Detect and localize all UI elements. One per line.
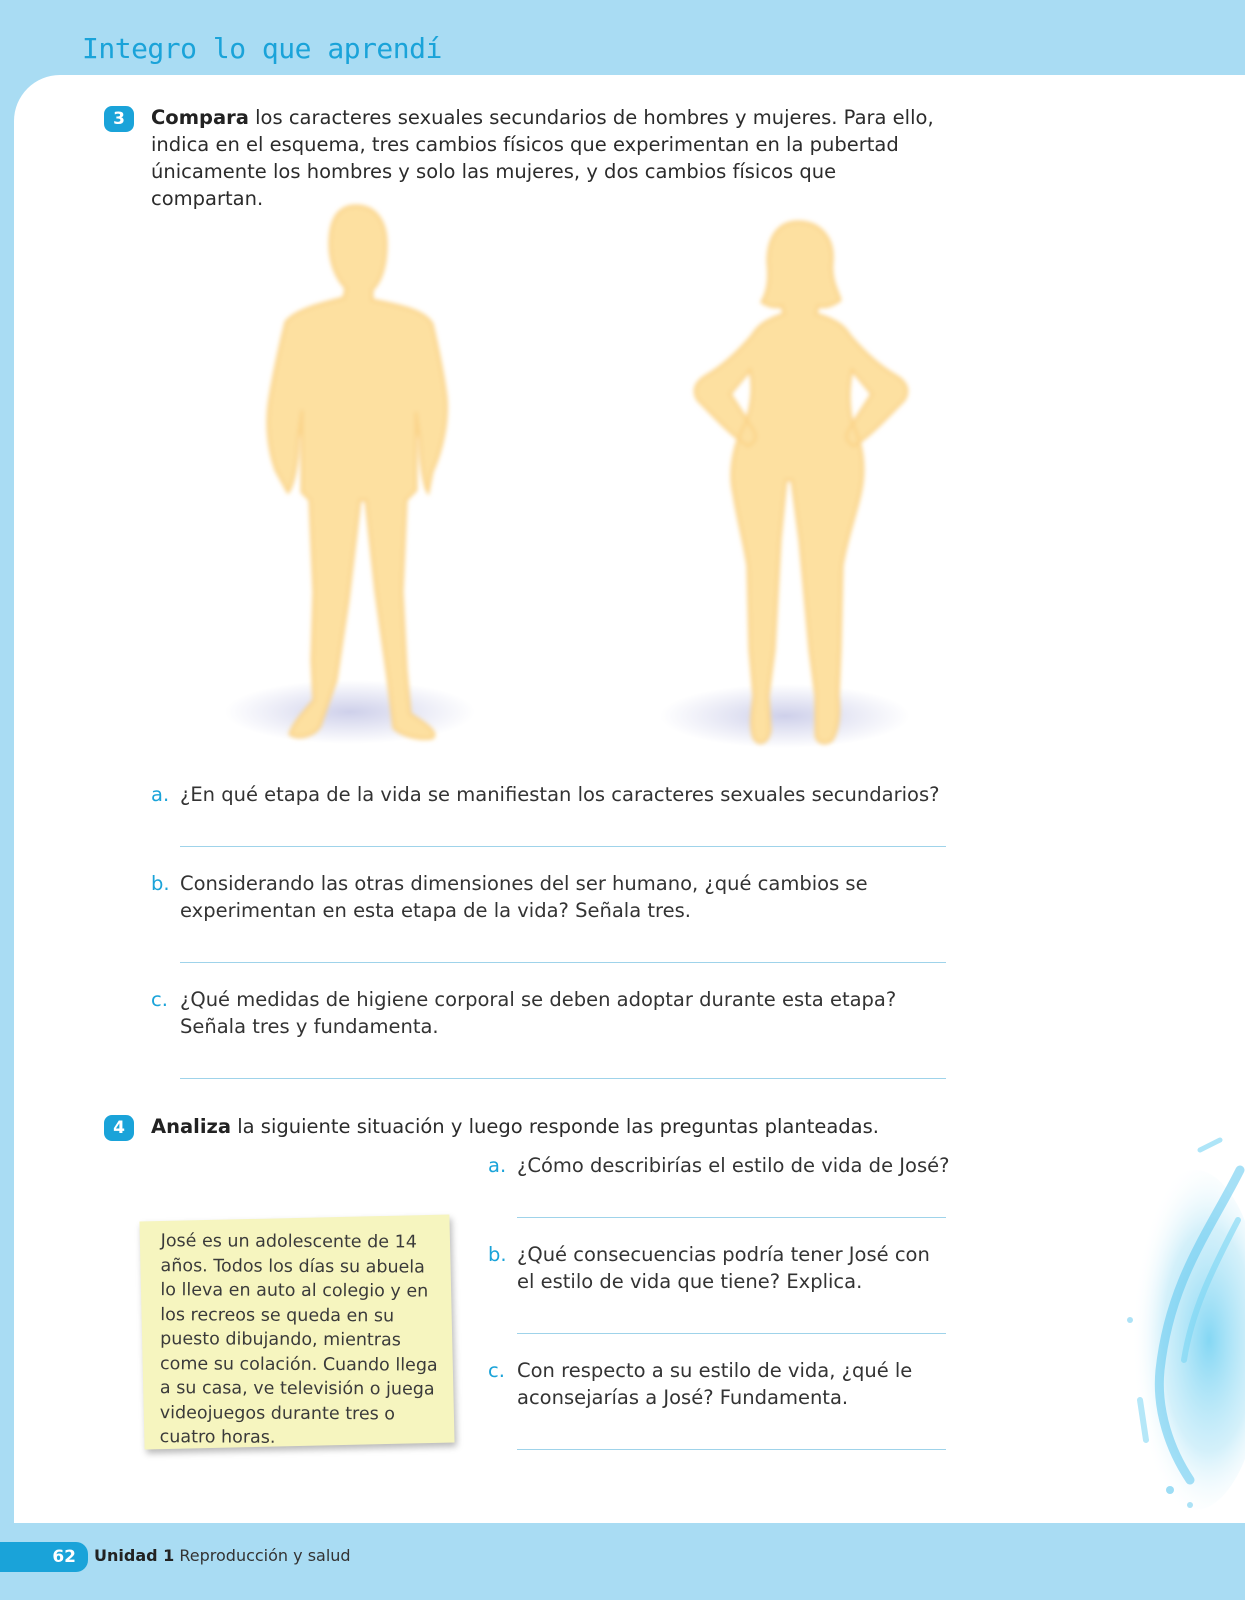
- question-letter: c.: [488, 1359, 505, 1382]
- answer-line-4b[interactable]: [517, 1333, 946, 1334]
- activity-4-prompt-text: la siguiente situación y luego responde las preguntas planteadas.: [231, 1115, 879, 1138]
- activity-4-verb: Analiza: [151, 1115, 232, 1138]
- question-letter: a.: [151, 783, 170, 806]
- situation-note-text: José es un adolescente de 14 años. Todos los días su abuela lo lleva en auto al colegio y en los recreos se queda en su puesto dibujando, mientras come su colación. Cuando llega a su casa, ve televisión o juega videojuegos durante tres o cuatro horas.: [159, 1231, 438, 1448]
- male-silhouette: [210, 200, 500, 760]
- activity-4-question-a: [488, 1152, 950, 1179]
- question-letter: b.: [488, 1243, 507, 1266]
- question-text: ¿Cómo describirías el estilo de vida de José?: [517, 1154, 950, 1177]
- situation-note: [139, 1215, 454, 1450]
- activity-4-badge: 4: [104, 1115, 134, 1141]
- question-text: Con respecto a su estilo de vida, ¿qué le aconsejarías a José? Fundamenta.: [517, 1359, 913, 1409]
- activity-3-prompt-text: los caracteres sexuales secundarios de hombres y mujeres. Para ello, indica en el esquema, tres cambios físicos que experimentan en la pubertad únicamente los hombres y solo las mujeres, y dos cambios físicos que compartan.: [151, 106, 934, 210]
- unit-number: Unidad 1: [94, 1546, 175, 1565]
- question-letter: b.: [151, 872, 170, 895]
- question-text: ¿En qué etapa de la vida se manifiestan los caracteres sexuales secundarios?: [180, 783, 940, 806]
- activity-3-question-b: [151, 870, 951, 924]
- left-decorative-strip: [0, 75, 14, 805]
- answer-line-4a[interactable]: [517, 1217, 946, 1218]
- unit-title: Reproducción y salud: [179, 1546, 351, 1565]
- activity-3-verb: Compara: [151, 106, 249, 129]
- watercolor-splash-decoration: [1100, 1110, 1245, 1520]
- question-text: ¿Qué consecuencias podría tener José con el estilo de vida que tiene? Explica.: [517, 1243, 930, 1293]
- answer-line-3c[interactable]: [180, 1078, 946, 1079]
- section-title: Integro lo que aprendí: [82, 32, 442, 65]
- question-text: ¿Qué medidas de higiene corporal se deben adoptar durante esta etapa? Señala tres y fundamenta.: [180, 988, 897, 1038]
- activity-4-prompt: [151, 1113, 941, 1140]
- activity-3-question-a: [151, 781, 951, 808]
- answer-line-3b[interactable]: [180, 962, 946, 963]
- activity-3-prompt: [151, 104, 941, 212]
- activity-4-question-b: [488, 1241, 950, 1295]
- page-number: 62: [0, 1542, 88, 1572]
- activity-3-question-c: [151, 986, 951, 1040]
- footer-unit-label: [94, 1546, 351, 1565]
- activity-4-question-c: [488, 1357, 950, 1411]
- question-letter: c.: [151, 988, 168, 1011]
- question-text: Considerando las otras dimensiones del ser humano, ¿qué cambios se experimentan en esta etapa de la vida? Señala tres.: [180, 872, 868, 922]
- activity-3-badge: 3: [104, 106, 134, 132]
- answer-line-4c[interactable]: [517, 1449, 946, 1450]
- answer-line-3a[interactable]: [180, 846, 946, 847]
- female-silhouette: [640, 210, 930, 770]
- question-letter: a.: [488, 1154, 507, 1177]
